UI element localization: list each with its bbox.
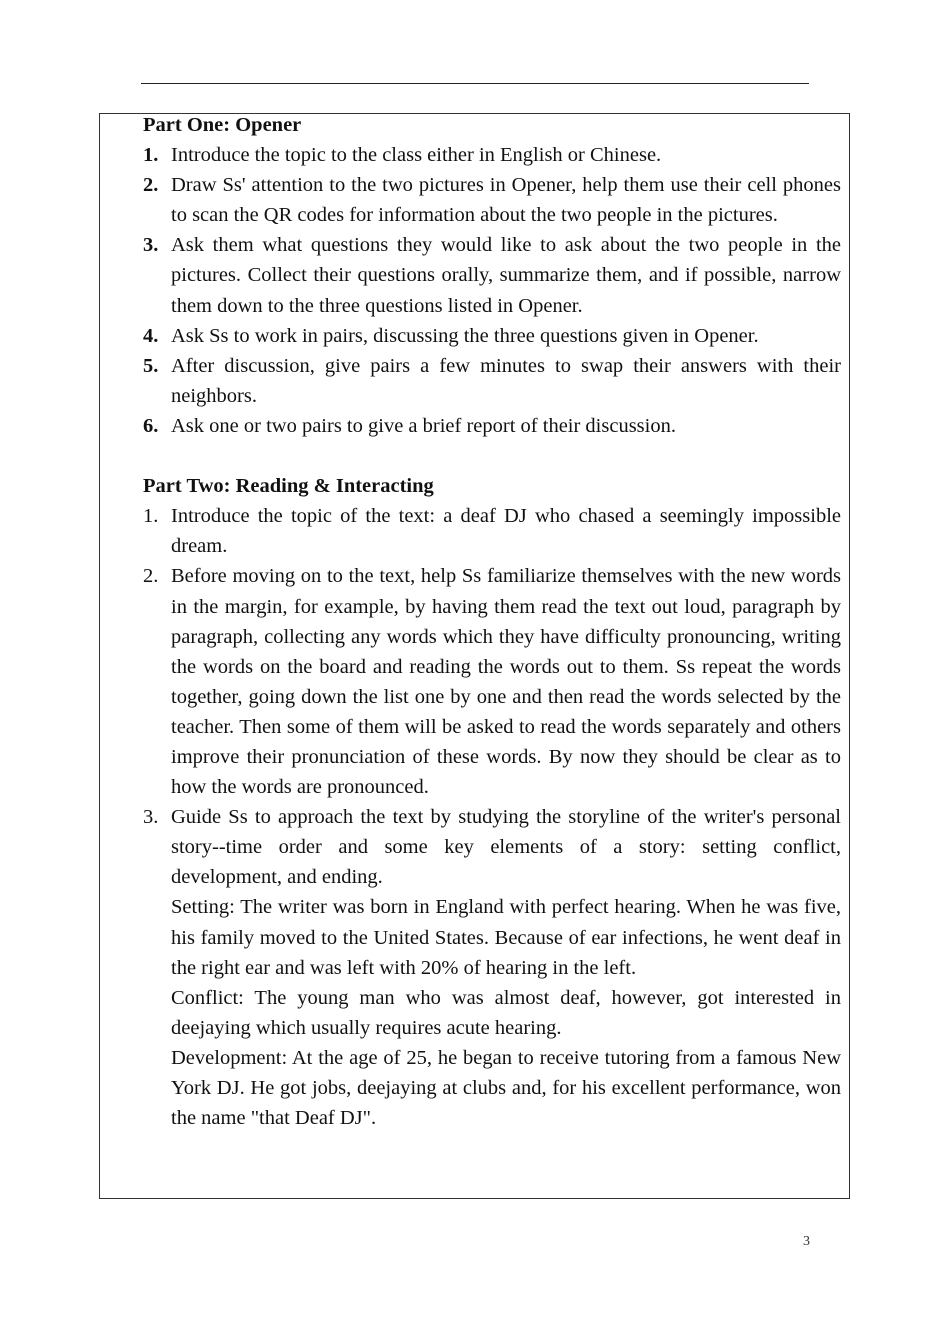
story-setting: Setting: The writer was born in England with perfect hearing. When he was five, his family moved to the United States. Because of ear infections, he went deaf in the right ear and was left with 20% of hearing in the left. <box>171 896 841 979</box>
part-one-steps <box>143 140 841 441</box>
step-text: Ask Ss to work in pairs, discussing the three questions given in Opener. <box>171 324 759 347</box>
part-one-heading: Part One: Opener <box>143 114 302 136</box>
step-number: 4. <box>143 324 159 347</box>
step-number: 2. <box>143 174 159 197</box>
step-number: 2. <box>143 565 159 588</box>
part-two-heading: Part Two: Reading & Interacting <box>143 475 434 498</box>
part-two-step <box>143 561 841 802</box>
part-one-step <box>143 411 841 441</box>
step-text: Introduce the topic to the class either in English or Chinese. <box>171 144 662 167</box>
step-text: Before moving on to the text, help Ss familiarize themselves with the new words in the margin, for example, by having them read the text out loud, paragraph by paragraph, collecting any words which they have difficulty pronouncing, writing the words on the board and reading the words out to them. Ss repeat the words together, going down the list one by one and then read the words selected by the teacher. Then some of them will be asked to read the words separately and others improve their pronunciation of these words. By now they should be clear as to how the words are pronounced. <box>171 565 841 799</box>
part-two-steps <box>143 501 841 1133</box>
part-one-step <box>143 170 841 230</box>
step-text: Ask one or two pairs to give a brief report of their discussion. <box>171 414 676 437</box>
step-text: Introduce the topic of the text: a deaf DJ who chased a seemingly impossible dream. <box>171 505 841 558</box>
step-number: 3. <box>143 806 159 829</box>
section-spacer <box>143 441 841 471</box>
step-number: 1. <box>143 144 159 167</box>
step-text: Guide Ss to approach the text by studying the storyline of the writer's personal story--time order and some key elements of a story: setting conflict, development, and ending. <box>171 806 841 889</box>
story-development: Development: At the age of 25, he began to receive tutoring from a famous New York DJ. He got jobs, deejaying at clubs and, for his excellent performance, won the name "that Deaf DJ". <box>171 1046 841 1130</box>
step-number: 5. <box>143 354 159 377</box>
part-two-step <box>143 501 841 561</box>
part-one-step <box>143 140 841 170</box>
story-conflict: Conflict: The young man who was almost deaf, however, got interested in deejaying which usually requires acute hearing. <box>171 986 841 1039</box>
part-one-step <box>143 351 841 411</box>
part-one-step <box>143 321 841 351</box>
lesson-content <box>143 110 841 1133</box>
step-number: 1. <box>143 505 159 528</box>
part-two-step <box>143 802 841 1133</box>
step-text: Ask them what questions they would like to ask about the two people in the pictures. Collect their questions orally, summarize them, and if possible, narrow them down to the three questions listed in Opener. <box>171 234 841 317</box>
page-number: 3 <box>803 1234 810 1249</box>
step-number: 6. <box>143 414 159 437</box>
step-number: 3. <box>143 234 159 257</box>
step-text: Draw Ss' attention to the two pictures in Opener, help them use their cell phones to scan the QR codes for information about the two people in the pictures. <box>171 174 841 227</box>
header-rule <box>141 83 809 84</box>
step-text: After discussion, give pairs a few minutes to swap their answers with their neighbors. <box>171 354 841 407</box>
part-one-step <box>143 230 841 320</box>
